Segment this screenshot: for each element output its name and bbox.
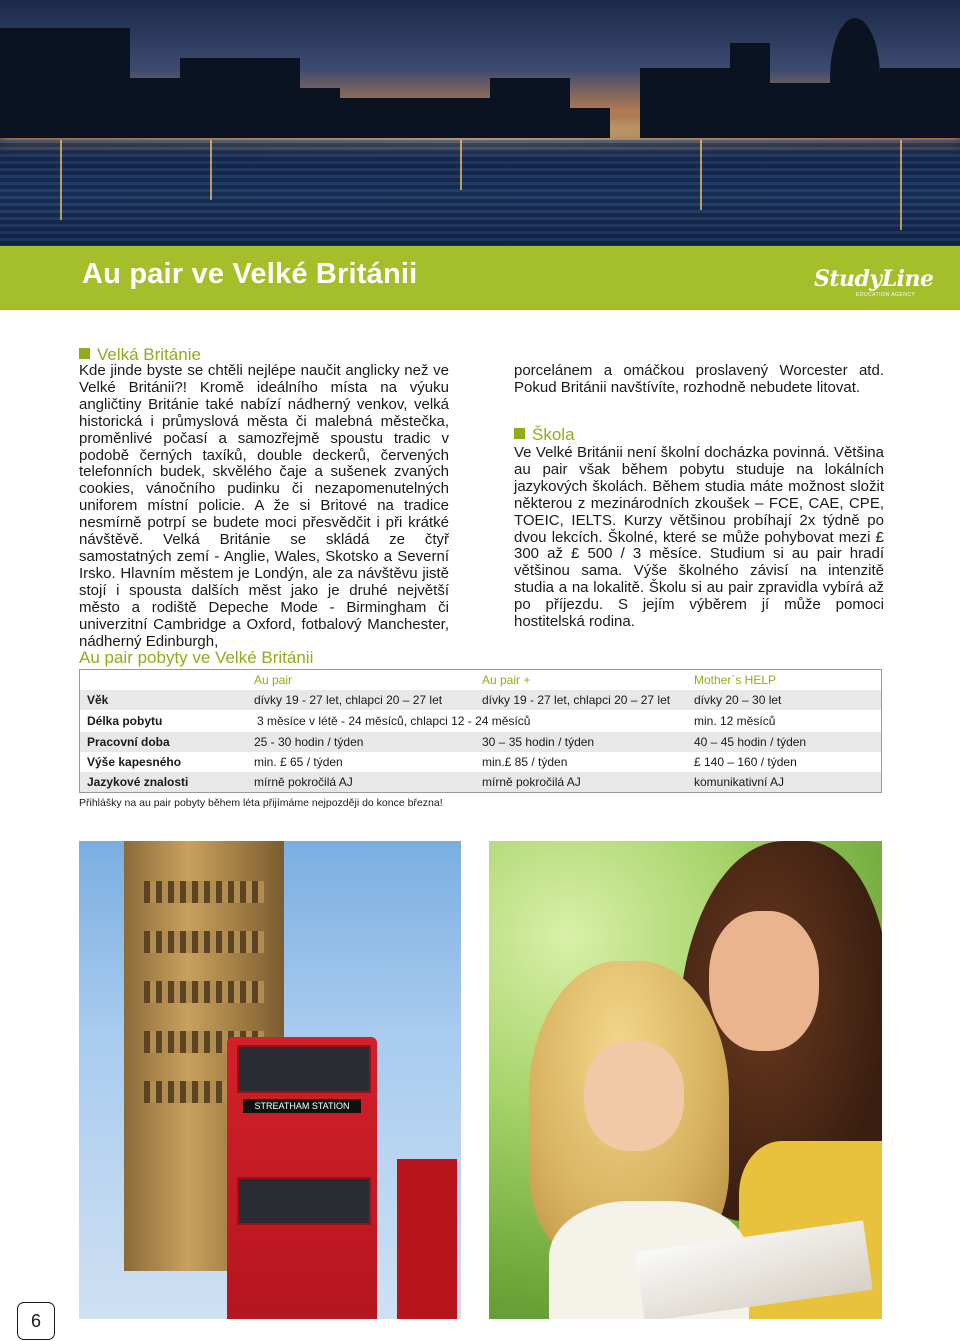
section-heading-skola: Škola [514, 425, 575, 445]
bus-destination-sign: STREATHAM STATION [243, 1099, 361, 1113]
section-heading-velka-britanie: Velká Británie [79, 345, 201, 365]
table-row [80, 752, 881, 772]
bullet-square-icon [79, 348, 90, 359]
studyline-logo: StudyLine [814, 266, 934, 292]
table-row [80, 732, 881, 752]
section-text-continuation: porcelánem a omáčkou proslavený Worcester atd. Pokud Británii navštívíte, rozhodně nebudete litovat. [514, 362, 884, 396]
table-header: Mother`s HELP [694, 673, 777, 687]
table-cell: komunikativní AJ [694, 775, 785, 789]
table-cell: 30 – 35 hodin / týden [482, 735, 595, 749]
table-header: Au pair [254, 673, 293, 687]
table-row-label: Výše kapesného [87, 755, 182, 769]
table-row-label: Pracovní doba [87, 735, 170, 749]
table-cell: dívky 20 – 30 let [694, 693, 782, 707]
table-row-label: Jazykové znalosti [87, 775, 189, 789]
table-cell: dívky 19 - 27 let, chlapci 20 – 27 let [482, 693, 671, 707]
table-row-label: Délka pobytu [87, 714, 163, 728]
table-cell: min. £ 65 / týden [254, 755, 343, 769]
table-cell: 25 - 30 hodin / týden [254, 735, 364, 749]
bullet-square-icon [514, 428, 525, 439]
table-cell: mírně pokročilá AJ [482, 775, 581, 789]
table-cell: mírně pokročilá AJ [254, 775, 353, 789]
logo-subtitle: EDUCATION AGENCY [856, 292, 916, 298]
table-cell: min. 12 měsíců [694, 714, 776, 728]
red-double-decker-bus [227, 1037, 377, 1319]
table-cell: dívky 19 - 27 let, chlapci 20 – 27 let [254, 693, 443, 707]
page-number: 6 [17, 1302, 55, 1340]
hero-photo-london-skyline [0, 0, 960, 246]
table-cell: 3 měsíce v létě - 24 měsíců, chlapci 12 - 24 měsíců [257, 714, 531, 728]
table-row-label: Věk [87, 693, 109, 707]
table-cell: min.£ 85 / týden [482, 755, 568, 769]
au-pair-table [79, 669, 882, 793]
table-cell: £ 140 – 160 / týden [694, 755, 797, 769]
table-row [80, 772, 881, 792]
table-note: Přihlášky na au pair pobyty během léta přijímáme nejpozději do konce března! [79, 797, 443, 809]
second-bus [397, 1159, 457, 1319]
table-title: Au pair pobyty ve Velké Británii [79, 648, 314, 667]
photo-big-ben-double-decker [79, 841, 461, 1319]
section-text-skola: Ve Velké Británii není školní docházka povinná. Většina au pair však během pobytu studuje na lokálních jazykových školách. Během studia máte možnost složit některou z mezinárodních zkoušek – FCE, CAE, CPE, TOEIC, IELTS. Kurzy většinou probíhají 2x týdně po dvou lekcích. Školné, které se může pohybovat mezi £ 300 až £ 500 / 3 měsíce. Studium si au pair hradí většinou sama. Výše školného závisí na intenzitě studia a na lokalitě. Školu si au pair zpravidla vybírá až po příjezdu. S jejím výběrem jí může pomoci hostitelská rodina. [514, 444, 884, 631]
table-cell: 40 – 45 hodin / týden [694, 735, 807, 749]
table-row [80, 711, 881, 731]
photo-au-pair-reading-with-child [489, 841, 882, 1319]
table-header: Au pair + [482, 673, 531, 687]
section-text-velka-britanie: Kde jinde byste se chtěli nejlépe naučit anglicky než ve Velké Británii?! Kromě ideálního místa na výuku angličtiny Británie také nabízí nádherný venkov, velká historická i průmyslová města či malebná městečka, proměnlivé počasí a samozřejmě spoustu tradic v podobě černých taxíků, double deckerů, červených telefonních budek, skvělého čaje a sušenek zvaných cookies, vánočního pudinku či nezapomenutelných uniforem místní policie. A že si Britové na tradice nesmírně potrpí se budete moci přesvědčit i při krátké návštěvě. Velká Británie se skládá ze čtyř samostatných zemí - Anglie, Wales, Skotsko a Severní Irsko. Hlavním městem je Londýn, ale za návštěvu jistě stojí i spousta dalších měst jako je druhé největší město a rodiště Depeche Mode - Birmingham či univerzitní Cambridge a Oxford, fotbalový Manchester, nádherný Edinburgh, [79, 362, 449, 650]
table-row [80, 690, 881, 710]
table-header-row [80, 670, 881, 690]
page-title: Au pair ve Velké Británii [82, 258, 418, 290]
